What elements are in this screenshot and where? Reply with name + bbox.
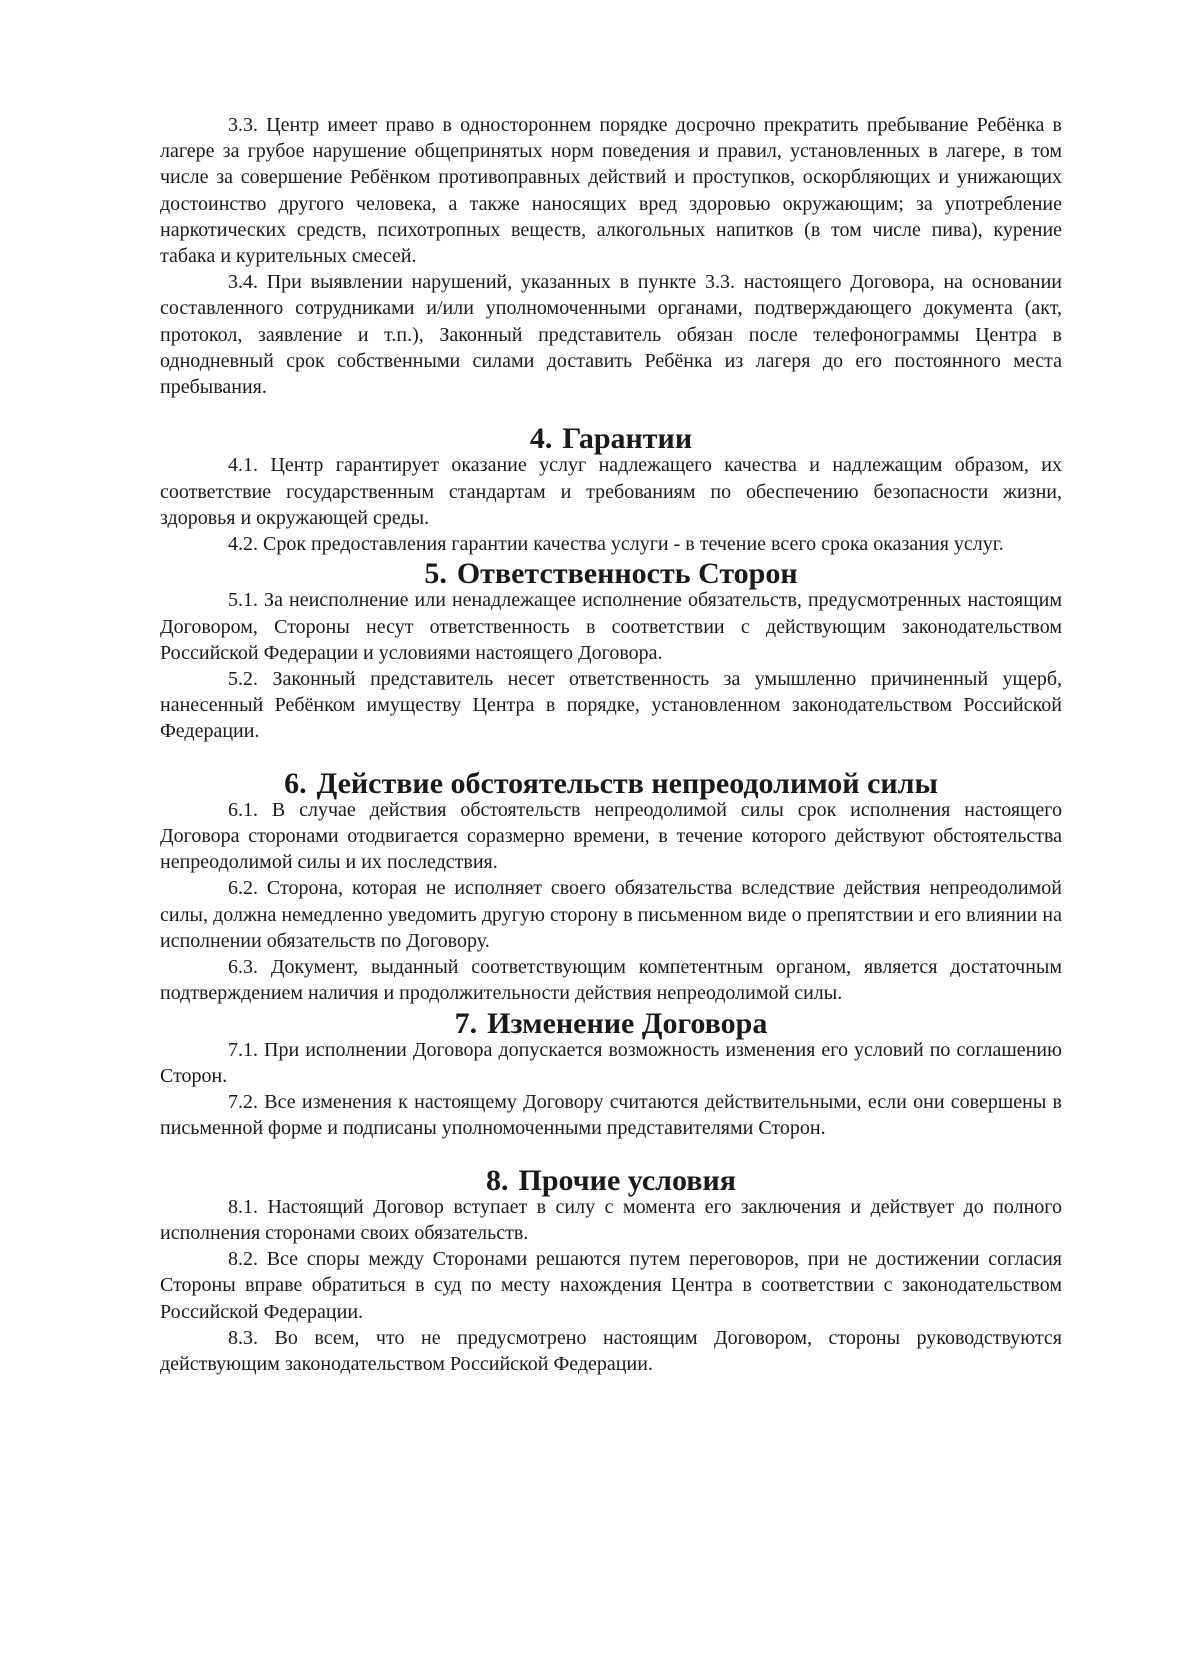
section-6-heading bbox=[160, 766, 1062, 800]
document-page bbox=[160, 112, 1062, 1377]
clause-3-3: 3.3. Центр имеет право в одностороннем порядке досрочно прекратить пребывание Ребёнка в лагере за грубое нарушение общепринятых норм поведения и правил, установленных в лагере, в том числе за совершение Ребёнком противоправных действий и проступков, оскорбляющих и унижающих достоинство другого человека, а также наносящих вред здоровью окружающим; за употребление наркотических средств, психотропных веществ, алкогольных напитков (в том числе пива), курение табака и курительных смесей. bbox=[160, 114, 1062, 268]
clause-6-3: 6.3. Документ, выданный соответствующим компетентным органом, является достаточным подтверждением наличия и продолжительности действия непреодолимой силы. bbox=[160, 956, 1062, 1005]
clause-4-1: 4.1. Центр гарантирует оказание услуг надлежащего качества и надлежащим образом, их соответствие государственным стандартам и требованиям по обеспечению безопасности жизни, здоровья и окружающей среды. bbox=[160, 454, 1062, 529]
clause-3-4: 3.4. При выявлении нарушений, указанных в пункте 3.3. настоящего Договора, на основании составленного сотрудниками и/или уполномоченными органами, подтверждающего документа (акт, протокол, заявление и т.п.), Законный представитель обязан после телефонограммы Центра в однодневный срок собственными силами доставить Ребёнка из лагеря до его постоянного места пребывания. bbox=[160, 271, 1062, 399]
clause-4-2: 4.2. Срок предоставления гарантии качества услуги - в течение всего срока оказания услуг. bbox=[228, 533, 1004, 556]
section-number: 8. bbox=[486, 1163, 509, 1197]
clause-7-1: 7.1. При исполнении Договора допускается возможность изменения его условий по соглашению Сторон. bbox=[160, 1038, 1062, 1087]
section-number: 7. bbox=[454, 1006, 478, 1040]
clause-6-1: 6.1. В случае действия обстоятельств непреодолимой силы срок исполнения настоящего Договора сторонами отодвигается соразмерно времени, в течение которого действуют обстоятельства непреодолимой силы и их последствия. bbox=[160, 798, 1062, 874]
section-number: 4. bbox=[529, 422, 553, 456]
section-title: Действие обстоятельств непреодолимой силы bbox=[316, 766, 938, 800]
clause-5-1: 5.1. За неисполнение или ненадлежащее исполнение обязательств, предусмотренных настоящим Договором, Стороны несут ответственность в соответствии с действующим законодательством Российской Федерации и условиями настоящего Договора. bbox=[160, 589, 1062, 664]
clause-8-1: 8.1. Настоящий Договор вступает в силу с момента его заключения и действует до полного исполнения сторонами своих обязательств. bbox=[160, 1195, 1062, 1244]
section-number: 6. bbox=[284, 766, 307, 800]
clause-8-2: 8.2. Все споры между Сторонами решаются путем переговоров, при не достижении согласия Стороны вправе обратиться в суд по месту нахождения Центра в соответствии с законодательством Российской Федерации. bbox=[160, 1248, 1062, 1323]
section-8-heading bbox=[160, 1163, 1062, 1197]
section-title: Ответственность Сторон bbox=[456, 557, 798, 591]
clause-8-3: 8.3. Во всем, что не предусмотрено настоящим Договором, стороны руководствуются действующим законодательством Российской Федерации. bbox=[160, 1326, 1062, 1375]
section-4-heading bbox=[160, 422, 1062, 456]
section-number: 5. bbox=[424, 557, 447, 591]
clause-7-2: 7.2. Все изменения к настоящему Договору считаются действительными, если они совершены в письменной форме и подписаны уполномоченными представителями Сторон. bbox=[160, 1091, 1062, 1140]
clause-6-2: 6.2. Сторона, которая не исполняет своего обязательства вследствие действия непреодолимой силы, должна немедленно уведомить другую сторону в письменном виде о препятствии и его влиянии на исполнении обязательств по Договору. bbox=[160, 877, 1062, 952]
section-title: Гарантии bbox=[562, 422, 693, 456]
clause-5-2: 5.2. Законный представитель несет ответственность за умышленно причиненный ущерб, нанесенный Ребёнком имуществу Центра в порядке, установленном законодательством Российской Федерации. bbox=[160, 668, 1062, 743]
section-title: Изменение Договора bbox=[487, 1006, 768, 1040]
section-title: Прочие условия bbox=[518, 1163, 736, 1197]
section-5-heading bbox=[160, 557, 1062, 591]
section-7-heading bbox=[160, 1006, 1062, 1040]
